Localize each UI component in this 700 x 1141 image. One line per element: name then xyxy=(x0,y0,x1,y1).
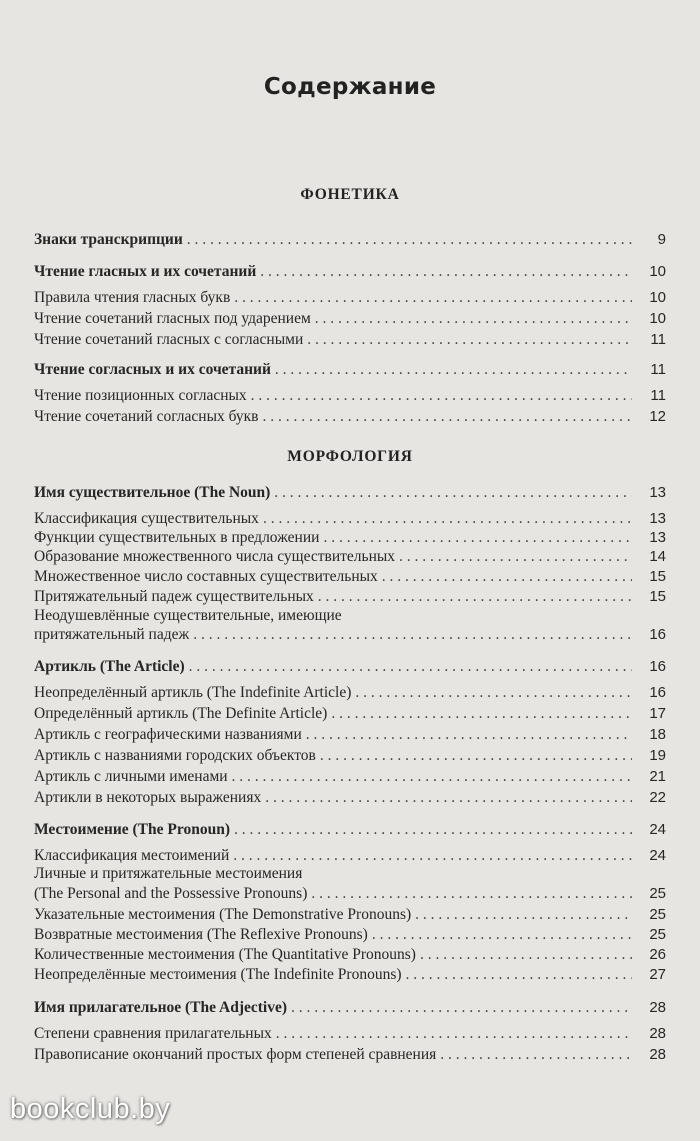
toc-entry: Классификация существительных . . . 13 xyxy=(34,509,666,529)
toc-entry: Артикль (The Article) . . . 16 xyxy=(34,657,666,677)
toc-entry: Чтение согласных и их сочетаний . . . 11 xyxy=(34,360,666,380)
toc-entry: Множественное число составных существительных . . . 15 xyxy=(34,567,666,587)
toc-entry: Имя существительное (The Noun) . . . 13 xyxy=(34,483,666,503)
toc-entry: Артикль с географическими названиями . . . 18 xyxy=(34,725,666,745)
toc-entry: Чтение гласных и их сочетаний . . . 10 xyxy=(34,262,666,282)
section-heading-phonetics: ФОНЕТИКА xyxy=(300,186,400,203)
toc-entry: Функции существительных в предложении . . . 13 xyxy=(34,528,666,548)
toc-entry: Притяжательный падеж существительных . . . 15 xyxy=(34,587,666,607)
section-heading-morphology: МОРФОЛОГИЯ xyxy=(287,448,413,465)
toc-entry: Чтение позиционных согласных . . . 11 xyxy=(34,386,666,406)
page-title: Содержание xyxy=(263,74,437,100)
toc-entry: Правописание окончаний простых форм степеней сравнения . . . 28 xyxy=(34,1045,666,1065)
toc-entry: Неопределённый артикль (The Indefinite Article) . . . 16 xyxy=(34,683,666,703)
watermark: bookclub.by xyxy=(10,1093,171,1125)
toc-entry: Правила чтения гласных букв . . . 10 xyxy=(34,288,666,308)
toc-entry: Имя прилагательное (The Adjective) . . . 28 xyxy=(34,998,666,1018)
toc-entry: Знаки транскрипции . . . 9 xyxy=(34,230,666,250)
toc-entry: Чтение сочетаний гласных с согласными . . . 11 xyxy=(34,330,666,350)
toc-entry: Неопределённые местоимения (The Indefinite Pronouns) . . . 27 xyxy=(34,965,666,985)
toc-entry: Степени сравнения прилагательных . . . 28 xyxy=(34,1024,666,1044)
toc-entry: Артикль с личными именами . . . 21 xyxy=(34,767,666,787)
toc-entry: Количественные местоимения (The Quantitative Pronouns) . . . 26 xyxy=(34,945,666,965)
toc-entry: притяжательный падеж . . . 16 xyxy=(34,625,666,645)
toc-entry: Классификация местоимений . . . 24 xyxy=(34,846,666,866)
toc-entry: Указательные местоимения (The Demonstrative Pronouns) . . . 25 xyxy=(34,905,666,925)
toc-entry: Артикли в некоторых выражениях . . . 22 xyxy=(34,788,666,808)
toc-entry: Возвратные местоимения (The Reflexive Pronouns) . . . 25 xyxy=(34,925,666,945)
toc-entry: Чтение сочетаний гласных под ударением . . . 10 xyxy=(34,309,666,329)
toc-entry: Чтение сочетаний согласных букв . . . 12 xyxy=(34,407,666,427)
toc-entry: Артикль с названиями городских объектов . . . 19 xyxy=(34,746,666,766)
toc-entry-first-line: Личные и притяжательные местоимения xyxy=(34,865,303,882)
toc-entry-first-line: Неодушевлённые существительные, имеющие xyxy=(34,607,342,624)
toc-entry: Образование множественного числа существительных . . . 14 xyxy=(34,547,666,567)
toc-entry: Определённый артикль (The Definite Article) . . . 17 xyxy=(34,704,666,724)
toc-entry: Местоимение (The Pronoun) . . . 24 xyxy=(34,820,666,840)
toc-entry: (The Personal and the Possessive Pronouns) . . . 25 xyxy=(34,884,666,904)
